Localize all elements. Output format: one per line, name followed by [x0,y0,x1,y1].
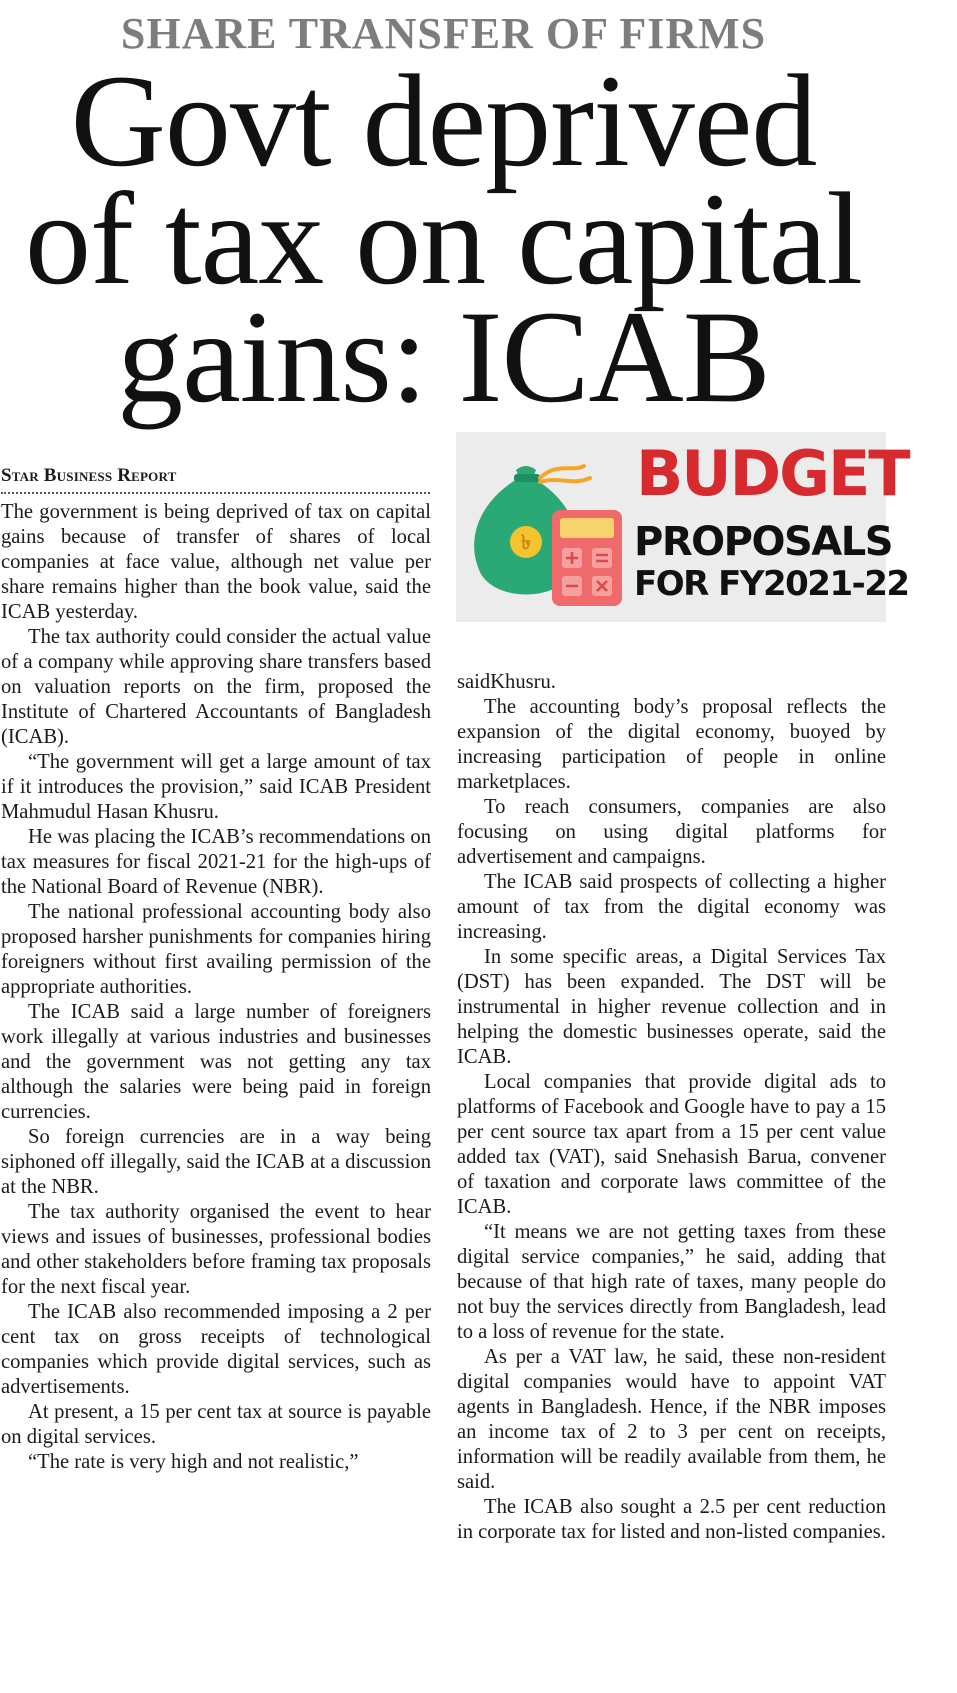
paragraph: Local companies that provide digital ads to platforms of Facebook and Google have to pay a 15 per cent source tax apart from a 15 per cent value added tax (VAT), said Snehasish Barua, convener of taxation and corporate laws committee of the ICAB. [457,1071,886,1218]
paragraph: The national professional accounting body also proposed harsher punishments for companies hiring foreigners without first availing permission of the appropriate authorities. [1,901,431,998]
paragraph: The ICAB said a large number of foreigners work illegally at various industries and businesses and the government was not getting any tax although the salaries were being paid in foreign currencies. [1,1001,431,1123]
banner-subtitle: PROPOSALS [634,519,893,565]
paragraph: The tax authority could consider the actual value of a company while approving share transfers based on valuation reports on the firm, proposed the Institute of Chartered Accountants of Bangladesh (ICAB). [1,626,431,748]
budget-proposals-banner [456,432,909,622]
byline: Star Business Report [1,465,177,486]
banner-fiscal-year: FOR FY2021-22 [634,564,909,604]
article-column-1 [1,500,431,1475]
headline-line-1: Govt deprived [70,47,817,194]
kicker: SHARE TRANSFER OF FIRMS [120,9,767,58]
paragraph: The accounting body’s proposal reflects the expansion of the digital economy, buoyed by increasing participation of people in online marketplaces. [457,696,886,793]
headline [0,47,887,430]
calculator-icon [552,510,622,606]
paragraph: At present, a 15 per cent tax at source is payable on digital services. [1,1401,431,1448]
banner-title: BUDGET [636,437,909,510]
paragraph: “The rate is very high and not realistic,” [28,1451,359,1473]
paragraph: In some specific areas, a Digital Services Tax (DST) has been expanded. The DST will be instrumental in higher revenue collection and in helping the domestic businesses operate, said the ICAB. [457,946,886,1068]
headline-line-3: gains: ICAB [117,283,770,430]
paragraph: The ICAB also recommended imposing a 2 per cent tax on gross receipts of technological companies which provide digital services, such as advertisements. [1,1301,431,1398]
paragraph: To reach consumers, companies are also focusing on using digital platforms for advertisement and campaigns. [457,796,886,868]
paragraph: He was placing the ICAB’s recommendations on tax measures for fiscal 2021-21 for the high-ups of the National Board of Revenue (NBR). [1,826,431,898]
paragraph: saidKhusru. [457,671,556,693]
paragraph: The government is being deprived of tax on capital gains because of transfer of shares of local companies at face value, although net value per share remains higher than the book value, said the ICAB yesterday. [1,501,431,623]
headline-line-2: of tax on capital [24,165,862,312]
paragraph: The ICAB said prospects of collecting a higher amount of tax from the digital economy was increasing. [457,871,886,943]
article-column-2 [457,670,886,1545]
paragraph: So foreign currencies are in a way being siphoned off illegally, said the ICAB at a discussion at the NBR. [1,1126,431,1198]
paragraph: As per a VAT law, he said, these non-resident digital companies would have to appoint VAT agents in Bangladesh. Hence, if the NBR imposes an income tax of 2 to 3 per cent on receipts, information will be readily available from them, he said. [457,1346,886,1493]
paragraph: “The government will get a large amount of tax if it introduces the provision,” said ICAB President Mahmudul Hasan Khusru. [1,751,431,823]
svg-text:৳: ৳ [521,530,531,554]
paragraph: The ICAB also sought a 2.5 per cent reduction in corporate tax for listed and non-listed companies. [457,1496,886,1543]
paragraph: The tax authority organised the event to hear views and issues of businesses, professional bodies and other stakeholders before framing tax proposals for the next fiscal year. [1,1201,431,1298]
paragraph: “It means we are not getting taxes from these digital service companies,” he said, adding that because of that high rate of taxes, many people do not buy the services directly from Bangladesh, lead to a loss of revenue for the state. [457,1221,886,1343]
byline-divider [1,492,430,494]
